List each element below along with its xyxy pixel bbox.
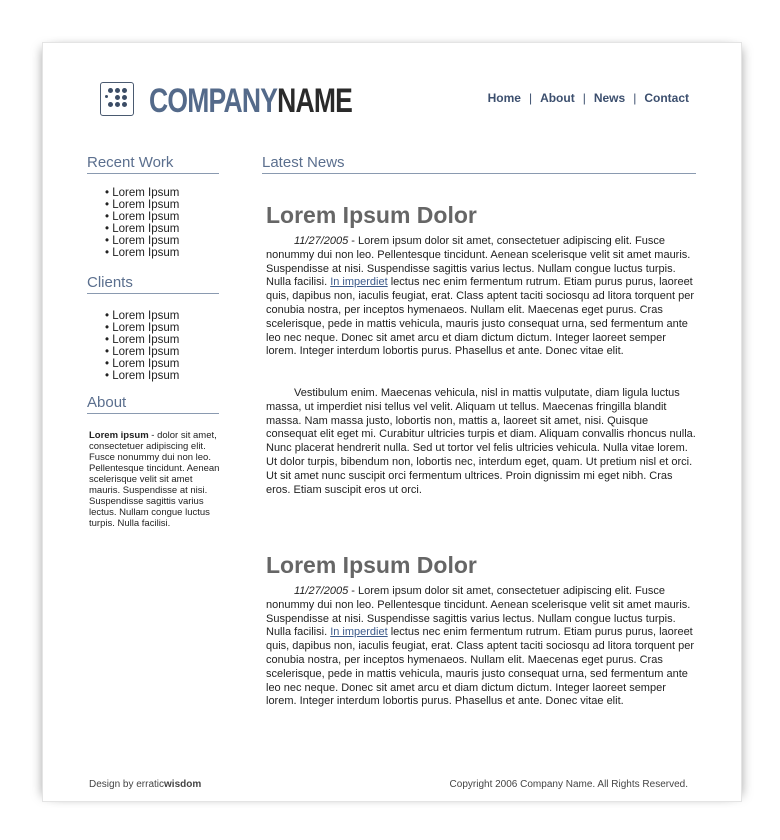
recent-work-item[interactable]: • Lorem Ipsum (105, 187, 179, 199)
article-text: lectus nec enim fermentum rutrum. Etiam purus purus, laoreet quis, dapibus non, iaculis feugiat, erat. Class aptent taciti sociosqu ad litora torquent per conubia nostra, per inceptos hymenaeos. Nullam elit. Maecenas eget purus. Cras scelerisque, pede in mattis vehicula, mauris justo consequat urna, sed fermentum ante leo nec neque. Donec sit amet arcu et diam dictum dictum. Integer laoreet semper lorem. Integer interdum lobortis purus. Phasellus et ante. Donec vitae elit. (266, 626, 695, 708)
about-lead: Lorem ipsum (89, 430, 149, 441)
client-item[interactable]: • Lorem Ipsum (105, 334, 179, 346)
nav-about-link[interactable]: About (540, 91, 575, 105)
logo-text[interactable] (149, 81, 352, 121)
footer-credit-prefix: Design by erratic (89, 779, 165, 790)
nav-separator: | (582, 91, 586, 105)
logo-icon[interactable] (100, 82, 134, 116)
article-paragraph (266, 585, 696, 709)
recent-work-item[interactable]: • Lorem Ipsum (105, 247, 179, 259)
article-title: Lorem Ipsum Dolor (266, 202, 477, 228)
logo-part-company: COMPANY (149, 82, 278, 120)
nav-news-link[interactable]: News (593, 91, 626, 105)
latest-news-heading: Latest News (262, 153, 696, 174)
clients-heading: Clients (87, 273, 219, 294)
top-nav (488, 91, 689, 105)
client-item[interactable]: • Lorem Ipsum (105, 358, 179, 370)
article-link[interactable]: In imperdiet (330, 276, 388, 289)
article-date: 11/27/2005 (294, 235, 349, 247)
recent-work-list (105, 187, 179, 259)
article-paragraph: Vestibulum enim. Maecenas vehicula, nisl in mattis vulputate, diam ligula luctus massa, ut imperdiet nisi tellus vel velit. Aliquam ut tellus. Maecenas fringilla blandit massa. Nam massa justo, lobortis non, mattis a, laoreet sit amet, nisi. Quisque consequat elit eget mi. Curabitur ultricies turpis et diam. Aliquam convallis rhoncus nulla. Nunc placerat hendrerit nulla. Sed ut tortor vel felis ultricies vehicula. Nulla vitae lorem. Ut dolor turpis, bibendum non, lobortis nec, interdum eget, quam. Ut pretium nisl et orci. Ut sit amet nunc suscipit orci fermentum ultrices. Proin dignissim mi eget nibh. Cras eros. Etiam suscipit eros ut orci. (266, 387, 696, 496)
recent-work-item[interactable]: • Lorem Ipsum (105, 211, 179, 223)
recent-work-item[interactable]: • Lorem Ipsum (105, 199, 179, 211)
article-text: - Lorem ipsum dolor sit amet, consectetuer adipiscing elit. Fusce nonummy dui non leo. Pellentesque tincidunt. Aenean scelerisque velit sit amet mauris. Suspendisse at nisi. Suspendisse sagittis varius lectus. Nullam congue luctus turpis. Nulla facilisi. (266, 235, 691, 289)
article-text: - Lorem ipsum dolor sit amet, consectetuer adipiscing elit. Fusce nonummy dui non leo. Pellentesque tincidunt. Aenean scelerisque velit sit amet mauris. Suspendisse at nisi. Suspendisse sagittis varius lectus. Nullam congue luctus turpis. Nulla facilisi. (266, 585, 691, 639)
article-title: Lorem Ipsum Dolor (266, 552, 477, 578)
clients-list (105, 310, 179, 382)
client-item[interactable]: • Lorem Ipsum (105, 370, 179, 382)
logo-part-name: NAME (277, 82, 353, 120)
footer-credit-bold[interactable]: wisdom (164, 779, 202, 790)
client-item[interactable]: • Lorem Ipsum (105, 346, 179, 358)
nav-separator: | (528, 91, 533, 105)
nav-separator: | (633, 91, 637, 105)
nav-home-link[interactable]: Home (487, 91, 521, 105)
about-text (89, 430, 221, 529)
about-body: - dolor sit amet, consectetuer adipiscing elit. Fusce nonummy dui non leo. Pellentesque tincidunt. Aenean scelerisque velit sit amet mauris. Suspendisse at nisi. Suspendisse sagittis varius lectus. Nullam congue luctus turpis. Nulla facilisi. (89, 430, 220, 529)
nav-contact-link[interactable]: Contact (644, 91, 689, 105)
recent-work-item[interactable]: • Lorem Ipsum (105, 235, 179, 247)
page-container (42, 42, 742, 802)
article-date: 11/27/2005 (294, 585, 349, 597)
article-text: lectus nec enim fermentum rutrum. Etiam purus purus, laoreet quis, dapibus non, iaculis feugiat, erat. Class aptent taciti sociosqu ad litora torquent per conubia nostra, per inceptos hymenaeos. Nullam elit. Maecenas eget purus. Cras scelerisque, pede in mattis vehicula, mauris justo consequat urna, sed fermentum ante leo nec neque. Donec sit amet arcu et diam dictum dictum. Integer laoreet semper lorem. Integer interdum lobortis purus. Phasellus et ante. Donec vitae elit. (266, 276, 695, 358)
article-paragraph (266, 235, 696, 359)
article-link[interactable]: In imperdiet (330, 626, 388, 639)
about-heading: About (87, 393, 219, 414)
recent-work-heading: Recent Work (87, 153, 219, 174)
recent-work-item[interactable]: • Lorem Ipsum (105, 223, 179, 235)
footer-credit (89, 779, 201, 790)
client-item[interactable]: • Lorem Ipsum (105, 322, 179, 334)
client-item[interactable]: • Lorem Ipsum (105, 310, 179, 322)
footer-copyright: Copyright 2006 Company Name. All Rights Reserved. (449, 779, 688, 790)
